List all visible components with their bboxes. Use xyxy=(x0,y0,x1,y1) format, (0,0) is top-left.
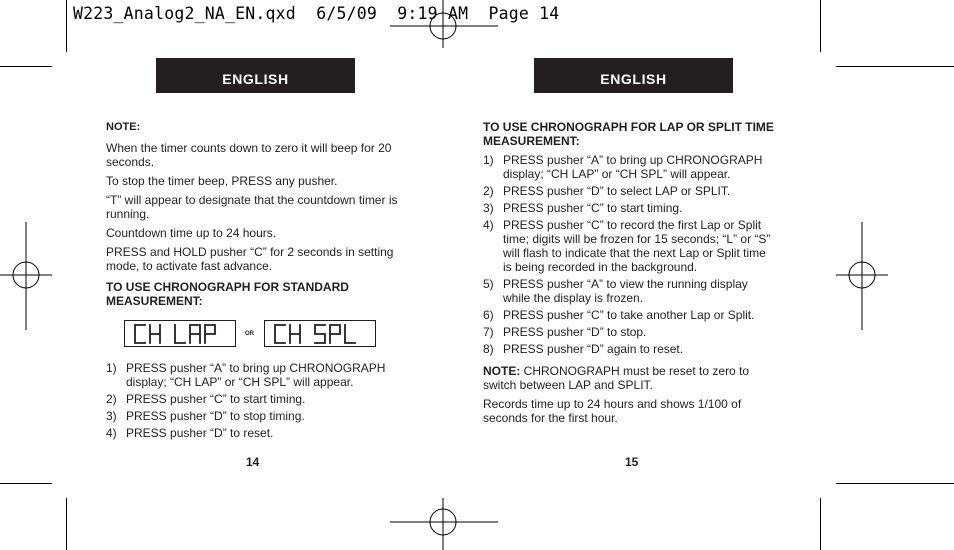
paragraph-stop-beep: To stop the timer beep, PRESS any pusher. xyxy=(106,174,338,188)
crop-mark-bottom-left-v xyxy=(66,498,67,550)
or-label: OR xyxy=(245,330,254,337)
lcd-display-examples xyxy=(124,320,406,347)
right-page-language-header: ENGLISH xyxy=(534,58,733,93)
page-number-right: 15 xyxy=(625,455,639,469)
note-label: NOTE: xyxy=(483,364,521,378)
list-item: 1) PRESS pusher “A” to bring up CHRONOGRAPH display; “CH LAP” or “CH SPL” will appear. xyxy=(483,153,763,181)
list-item: 3) PRESS pusher “D” to stop timing. xyxy=(106,409,305,423)
crop-mark-top-left-v xyxy=(66,0,67,52)
paragraph-records-time: Records time up to 24 hours and shows 1/100 of seconds for the first hour. xyxy=(483,397,742,425)
registration-mark-left-icon xyxy=(0,222,52,330)
list-item: 4) PRESS pusher “C” to record the first Lap or Split time; digits will be frozen for 15 seconds; “L” or “S” will flash to indicate that the next Lap or Split time is being recorded in the background. xyxy=(483,218,771,274)
list-item: 6) PRESS pusher “C” to take another Lap or Split. xyxy=(483,308,755,322)
registration-mark-bottom-icon xyxy=(390,498,498,550)
lap-split-steps-list xyxy=(483,153,775,356)
right-page-content xyxy=(483,120,775,430)
crop-mark-bottom-left-h xyxy=(0,483,52,484)
list-item: 2) PRESS pusher “C” to start timing. xyxy=(106,392,306,406)
left-page-content xyxy=(106,120,406,443)
page-number-left: 14 xyxy=(246,455,260,469)
crop-mark-top-right-v xyxy=(820,0,821,52)
list-item: 8) PRESS pusher “D” again to reset. xyxy=(483,342,684,356)
lcd-ch-lap-segments xyxy=(133,324,227,344)
registration-mark-right-icon xyxy=(836,222,888,330)
paragraph-t-indicator: “T” will appear to designate that the countdown timer is running. xyxy=(106,193,398,221)
lcd-ch-spl-segments xyxy=(273,324,367,344)
lcd-display-ch-spl xyxy=(264,320,376,347)
crop-mark-top-right-h xyxy=(836,66,954,67)
standard-steps-list xyxy=(106,361,406,440)
crop-mark-top-left-h xyxy=(0,66,52,67)
list-item: 5) PRESS pusher “A” to view the running display while the display is frozen. xyxy=(483,277,748,305)
registration-mark-top-icon xyxy=(390,0,498,50)
note-text: CHRONOGRAPH must be reset to zero to switch between LAP and SPLIT. xyxy=(483,364,750,392)
paragraph-beep: When the timer counts down to zero it will beep for 20 seconds. xyxy=(106,141,392,169)
file-slug-line: W223_Analog2_NA_EN.qxd 6/5/09 9:19 AM Page 14 xyxy=(73,4,560,23)
note-reset-paragraph xyxy=(483,364,775,392)
crop-mark-bottom-right-h xyxy=(836,483,954,484)
section-title-standard: TO USE CHRONOGRAPH FOR STANDARD MEASUREMENT: xyxy=(106,280,349,308)
list-item: 3) PRESS pusher “C” to start timing. xyxy=(483,201,683,215)
note-label: NOTE: xyxy=(106,121,141,133)
lcd-display-ch-lap xyxy=(124,320,236,347)
left-page-language-header: ENGLISH xyxy=(156,58,355,93)
list-item: 2) PRESS pusher “D” to select LAP or SPLIT. xyxy=(483,184,731,198)
list-item: 4) PRESS pusher “D” to reset. xyxy=(106,426,274,440)
list-item: 7) PRESS pusher “D” to stop. xyxy=(483,325,647,339)
list-item: 1) PRESS pusher “A” to bring up CHRONOGRAPH display; “CH LAP” or “CH SPL” will appear. xyxy=(106,361,386,389)
crop-mark-bottom-right-v xyxy=(820,498,821,550)
paragraph-fast-advance: PRESS and HOLD pusher “C” for 2 seconds in setting mode, to activate fast advance. xyxy=(106,245,394,273)
paragraph-countdown-limit: Countdown time up to 24 hours. xyxy=(106,226,277,240)
section-title-lap-split: TO USE CHRONOGRAPH FOR LAP OR SPLIT TIME MEASUREMENT: xyxy=(483,120,774,148)
